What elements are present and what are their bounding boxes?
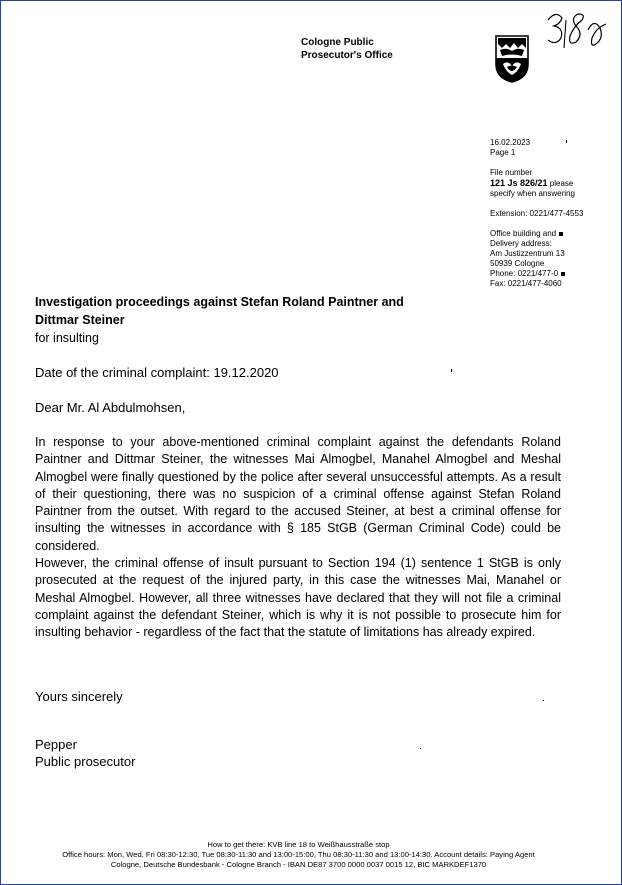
scan-mark: [420, 748, 421, 749]
letter-sidebar: [490, 138, 583, 289]
page-number: Page 1: [490, 148, 516, 157]
letter-body: [35, 434, 561, 642]
subject-block: [35, 293, 465, 347]
signer-name: Pepper: [35, 737, 77, 752]
signature-block: [35, 736, 135, 770]
file-number-line: [490, 178, 583, 189]
subject-line3: for insulting: [35, 331, 99, 345]
letter-footer: [0, 840, 597, 870]
handwritten-annotation-icon: [544, 8, 614, 56]
closing: Yours sincerely: [35, 689, 123, 704]
address-line: [490, 229, 583, 239]
signer-title: Public prosecutor: [35, 754, 136, 769]
bullet-square-icon: [559, 232, 563, 236]
scan-mark: [451, 369, 452, 372]
phone: Phone: 0221/477-0: [490, 269, 559, 278]
letter-date: 16.02.2023: [490, 138, 531, 147]
address-line: Delivery address:: [490, 239, 552, 248]
address-line: 50939 Cologne: [490, 259, 545, 268]
fax: Fax: 0221/477-4060: [490, 279, 562, 288]
file-number-label: File number: [490, 168, 533, 177]
office-name-line2: Prosecutor's Office: [301, 50, 393, 61]
body-paragraph: In response to your above-mentioned criminal complaint against the defendants Roland Paintner and Dittmar Steiner, the witnesses Mai Almogbel, Manahel Almogbel and Meshal Almogbel were finally questioned by the police after several unsuccessful attempts. As a result of their questioning, there was no suspicion of a criminal offense against Stefan Roland Paintner from the outset. With regard to the accused Steiner, at best a criminal offense for insulting the witnesses in accordance with § 185 StGB (German Criminal Code) could be considered.: [35, 435, 561, 553]
address-line: Am Justizzentrum 13: [490, 249, 565, 258]
file-number: 121 Js 826/21: [490, 178, 548, 188]
coat-of-arms-icon: [494, 34, 530, 84]
footer-directions: How to get there: KVB line 18 to Weißhausstraße stop: [207, 840, 390, 849]
phone-line: [490, 269, 583, 279]
bullet-square-icon: [561, 272, 565, 276]
file-number-instruction: specify when answering: [490, 189, 575, 198]
complaint-date: Date of the criminal complaint: 19.12.2020: [35, 365, 279, 380]
scan-mark: [543, 700, 544, 701]
footer-office-hours: Office hours: Mon, Wed, Fri 08:30-12:30, Tue 08:30-11:30 and 13:00-15:00, Thu 08:30-11:30 and 13:00-14:30. Account details: Paying Agent: [62, 850, 535, 859]
office-name-line1: Cologne Public: [301, 37, 374, 48]
office-name: [301, 36, 393, 62]
footer-bank-details: Cologne, Deutsche Bundesbank - Cologne Branch - IBAN DE87 3700 0000 0037 0015 12, BIC MARKDEF1370: [110, 860, 487, 869]
subject-line1: Investigation proceedings against Stefan Roland Paintner and: [35, 295, 404, 309]
salutation: Dear Mr. Al Abdulmohsen,: [35, 400, 186, 415]
address-line-text: Office building and: [490, 229, 557, 238]
subject-line2: Dittmar Steiner: [35, 313, 125, 327]
body-paragraph: However, the criminal offense of insult pursuant to Section 194 (1) sentence 1 StGB is only prosecuted at the request of the injured party, in this case the witnesses Mai, Manahel or Meshal Almogbel. However, all three witnesses have declared that they will not file a criminal complaint against the defendant Steiner, which is why it is not possible to prosecute him for insulting behavior - regardless of the fact that the statute of limitations has already expired.: [35, 556, 561, 640]
scan-mark: [566, 140, 567, 143]
file-number-note: please: [549, 179, 574, 188]
extension: Extension: 0221/477-4553: [490, 209, 584, 218]
